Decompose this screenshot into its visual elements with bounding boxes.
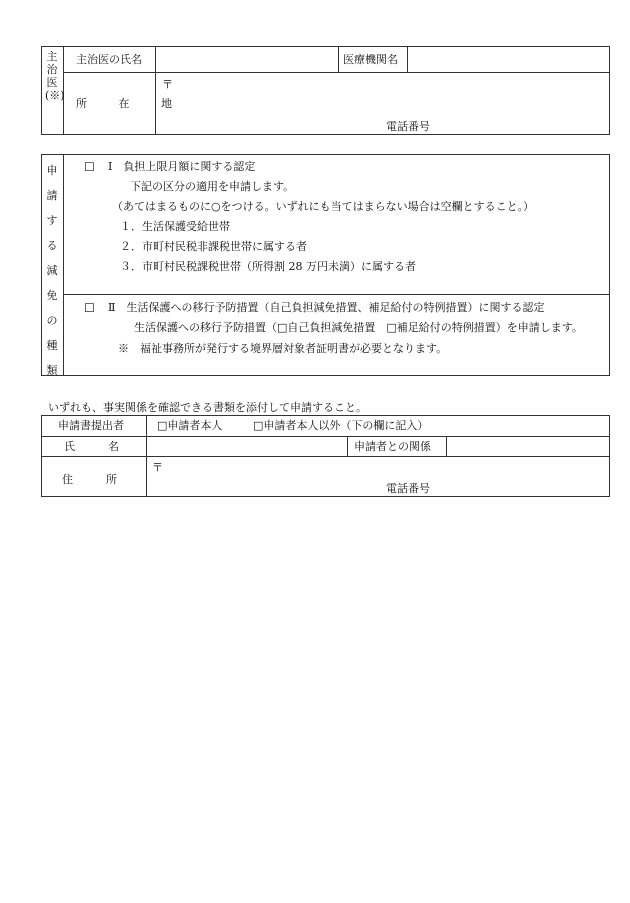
submitter-phone-label: 電話番号 [386, 482, 430, 495]
relation-label: 申請者との関係 [354, 440, 431, 453]
reduction-side-label: 申請する減免の種類 [46, 164, 58, 377]
institution-label: 医療機関名 [343, 53, 398, 66]
doctor-address-label: 所 在 地 [76, 97, 186, 110]
option-3[interactable]: ３．市町村民税課税世帯（所得割 28 万円未満）に属する者 [120, 260, 416, 273]
submitter-postal-mark: 〒 [152, 461, 163, 474]
institution-field[interactable] [408, 47, 609, 71]
submitter-address-label: 住 所 [62, 473, 117, 486]
section2-line1: 生活保護への移行予防措置（□自己負担減免措置 □補足給付の特例措置）を申請します。 [134, 321, 583, 334]
doctor-phone-label: 電話番号 [386, 120, 430, 133]
section1-checkbox[interactable]: ☐ [84, 160, 95, 174]
section2-title: Ⅱ 生活保護への移行予防措置（自己負担減免措置、補足給付の特例措置）に関する認定 [108, 301, 545, 314]
section1-note: （あてはまるものに○をつける。いずれにも当てはまらない場合は空欄とすること。） [112, 200, 535, 213]
relation-field[interactable] [447, 437, 609, 455]
submitter-name-field[interactable] [147, 437, 346, 455]
doctor-name-field[interactable] [156, 47, 337, 71]
submitter-name-label: 氏 名 [64, 440, 119, 453]
section1-line1: 下記の区分の適用を申請します。 [130, 180, 295, 193]
submitter-label: 申請書提出者 [58, 419, 124, 432]
section2-checkbox[interactable]: ☐ [84, 301, 95, 315]
doctor-postal-mark: 〒 [162, 78, 173, 91]
submitter-option-self[interactable]: □申請者本人 [157, 419, 223, 432]
doctor-address-field[interactable] [156, 73, 609, 134]
doctor-side-label: 主治医(※) [45, 50, 65, 102]
doctor-name-label: 主治医の氏名 [76, 53, 142, 66]
option-2[interactable]: ２．市町村民税非課税世帯に属する者 [120, 240, 307, 253]
instruction-text: いずれも、事実関係を確認できる書類を添付して申請すること。 [48, 401, 367, 414]
submitter-address-field[interactable] [147, 457, 609, 496]
section2-note: ※ 福祉事務所が発行する境界層対象者証明書が必要となります。 [118, 342, 448, 355]
option-1[interactable]: １．生活保護受給世帯 [120, 220, 230, 233]
submitter-option-other[interactable]: □申請者本人以外（下の欄に記入） [253, 419, 429, 432]
section1-title: Ⅰ 負担上限月額に関する認定 [108, 160, 256, 173]
